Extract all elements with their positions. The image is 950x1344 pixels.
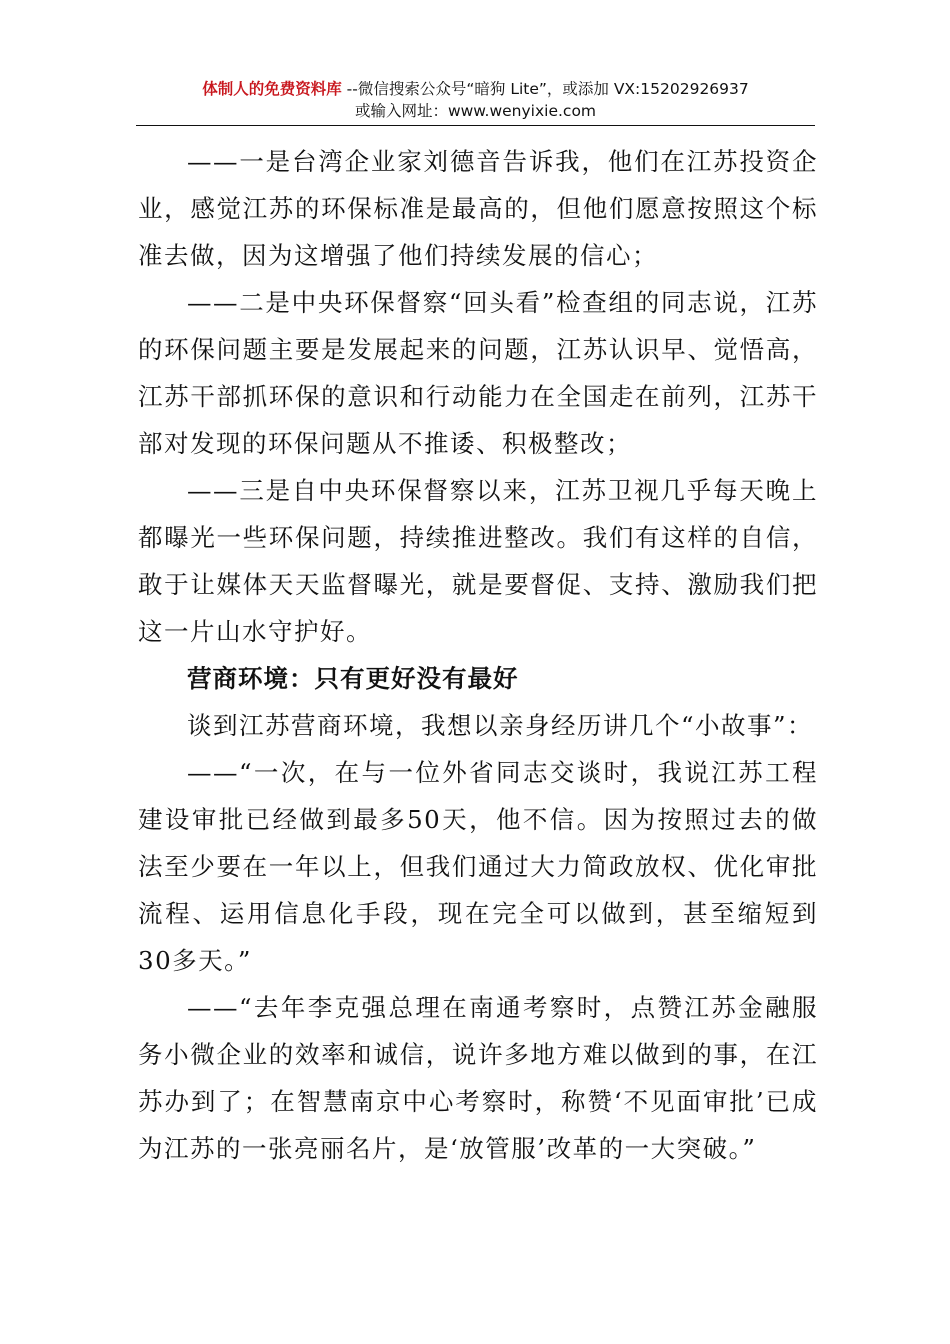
- header-brand: 体制人的免费资料库: [202, 80, 342, 98]
- paragraph-5: ——“一次，在与一位外省同志交谈时，我说江苏工程建设审批已经做到最多50天，他不信。因为按照过去的做法至少要在一年以上，但我们通过大力简政放权、优化审批流程、运用信息化手段，现在完全可以做到，甚至缩短到30多天。”: [138, 758, 818, 975]
- document-body: [138, 138, 818, 1172]
- paragraph-1: ——一是台湾企业家刘德音告诉我，他们在江苏投资企业，感觉江苏的环保标准是最高的，但他们愿意按照这个标准去做，因为这增强了他们持续发展的信心；: [138, 147, 818, 270]
- header-website: 或输入网址：www.wenyixie.com: [354, 102, 597, 120]
- paragraph-2: ——二是中央环保督察“回头看”检查组的同志说，江苏的环保问题主要是发展起来的问题，江苏认识早、觉悟高，江苏干部抓环保的意识和行动能力在全国走在前列，江苏干部对发现的环保问题从不推诿、积极整改；: [138, 288, 818, 458]
- paragraph-4: 谈到江苏营商环境，我想以亲身经历讲几个“小故事”：: [187, 711, 814, 740]
- paragraph-3: ——三是自中央环保督察以来，江苏卫视几乎每天晚上都曝光一些环保问题，持续推进整改。我们有这样的自信，敢于让媒体天天监督曝光，就是要督促、支持、激励我们把这一片山水守护好。: [138, 476, 818, 646]
- page-header: [136, 78, 815, 122]
- header-contact: --微信搜索公众号“暗狗 Lite”，或添加 VX:15202926937: [341, 80, 749, 98]
- paragraph-6: ——“去年李克强总理在南通考察时，点赞江苏金融服务小微企业的效率和诚信，说许多地方难以做到的事，在江苏办到了；在智慧南京中心考察时，称赞‘不见面审批’已成为江苏的一张亮丽名片，是‘放管服’改革的一大突破。”: [138, 993, 818, 1163]
- section-heading: 营商环境：只有更好没有最好: [187, 664, 519, 693]
- header-divider: [136, 125, 815, 126]
